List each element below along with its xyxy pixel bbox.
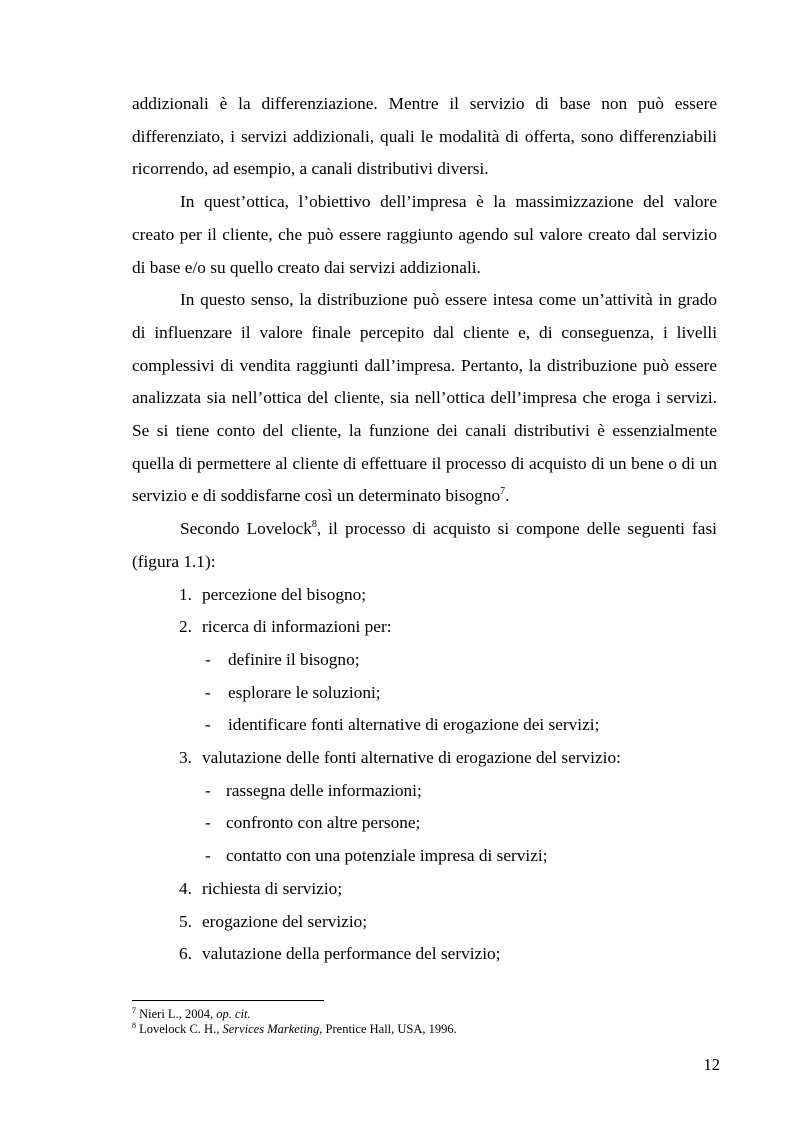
purchase-process-list-cont [132,742,717,775]
dash-bullet: - [205,846,211,866]
footnote-italic: op. cit. [216,1007,251,1021]
sublist-item [132,709,717,742]
sublist-item [132,807,717,840]
list-item-number: 3. [179,748,192,768]
list-item [132,611,717,644]
footnote-number: 7 [132,1005,136,1015]
sublist-item [132,775,717,808]
sublist-item-text: definire il bisogno; [228,649,360,669]
sublist-item-text: esplorare le soluzioni; [228,682,381,702]
sublist-item [132,840,717,873]
footnote-ref-8[interactable]: 8 [311,519,317,531]
list-item-text: ricerca di informazioni per: [202,617,392,637]
list-item-number: 6. [179,944,192,964]
footnote-ref-7[interactable]: 7 [500,486,506,498]
dash-bullet: - [205,649,211,669]
paragraph-3 [132,284,717,513]
footnotes [132,1007,717,1037]
paragraph-3-end: . [505,486,510,506]
sublist-item-text: identificare fonti alternative di erogazione dei servizi; [228,715,600,735]
sublist-item [132,677,717,710]
dash-bullet: - [205,715,211,735]
sublist-item [132,644,717,677]
list-item [132,742,717,775]
paragraph-4-rest: , il processo di acquisto si compone delle seguenti fasi (figura 1.1): [132,519,717,571]
list-item-text: valutazione delle fonti alternative di erogazione del servizio: [202,748,621,768]
list-item-number: 2. [179,617,192,637]
page-number: 12 [703,1055,720,1074]
list-item [132,938,717,971]
footnote-number: 8 [132,1020,136,1030]
footnote-7 [132,1007,717,1022]
list-item-text: percezione del bisogno; [202,584,367,604]
page-body [132,88,717,971]
footnote-tail: , Prentice Hall, USA, 1996. [319,1022,457,1036]
list-item-number: 4. [179,878,192,898]
footnote-italic: Services Marketing [222,1022,320,1036]
list-item-number: 5. [179,911,192,931]
paragraph-1: addizionali è la differenziazione. Mentre il servizio di base non può essere differenziato, i servizi addizionali, quali le modalità di offerta, sono differenziabili ricorrendo, ad esempio, a canali distributivi diversi. [132,94,717,179]
purchase-process-list-end [132,873,717,971]
dash-bullet: - [205,813,211,833]
paragraph-4 [132,513,717,578]
paragraph-4-start: Secondo Lovelock [180,519,312,539]
footnote-text: Nieri L., 2004, [139,1007,217,1021]
dash-bullet: - [205,780,211,800]
list-item [132,906,717,939]
paragraph-3-text: In questo senso, la distribuzione può essere intesa come un’attività in grado di influenzare il valore finale percepito dal cliente e, di conseguenza, i livelli complessivi di vendita raggiunti dall’impresa. Pertanto, la distribuzione può essere analizzata sia nell’ottica del cliente, sia nell’ottica dell’impresa che eroga i servizi. Se si tiene conto del cliente, la funzione dei canali distributivi è essenzialmente quella di permettere al cliente di effettuare il processo di acquisto di un bene o di un servizio e di soddisfarne così un determinato bisogno [132,290,717,506]
purchase-process-list [132,579,717,644]
footnote-text: Lovelock C. H., [139,1022,223,1036]
list-item [132,873,717,906]
sublist-item-text: rassegna delle informazioni; [226,780,422,800]
list-item-text: valutazione della performance del servizio; [202,944,501,964]
sublist-item-text: contatto con una potenziale impresa di servizi; [226,846,548,866]
sublist-step-3 [132,775,717,873]
footnote-8 [132,1022,717,1037]
sublist-step-2 [132,644,717,742]
list-item-text: richiesta di servizio; [202,878,343,898]
paragraph-2: In quest’ottica, l’obiettivo dell’impresa è la massimizzazione del valore creato per il cliente, che può essere raggiunto agendo sul valore creato dal servizio di base e/o su quello creato dai servizi addizionali. [132,192,717,277]
list-item-number: 1. [179,584,192,604]
dash-bullet: - [205,682,211,702]
list-item-text: erogazione del servizio; [202,911,368,931]
footnote-separator [132,1000,324,1001]
sublist-item-text: confronto con altre persone; [226,813,421,833]
list-item [132,579,717,612]
